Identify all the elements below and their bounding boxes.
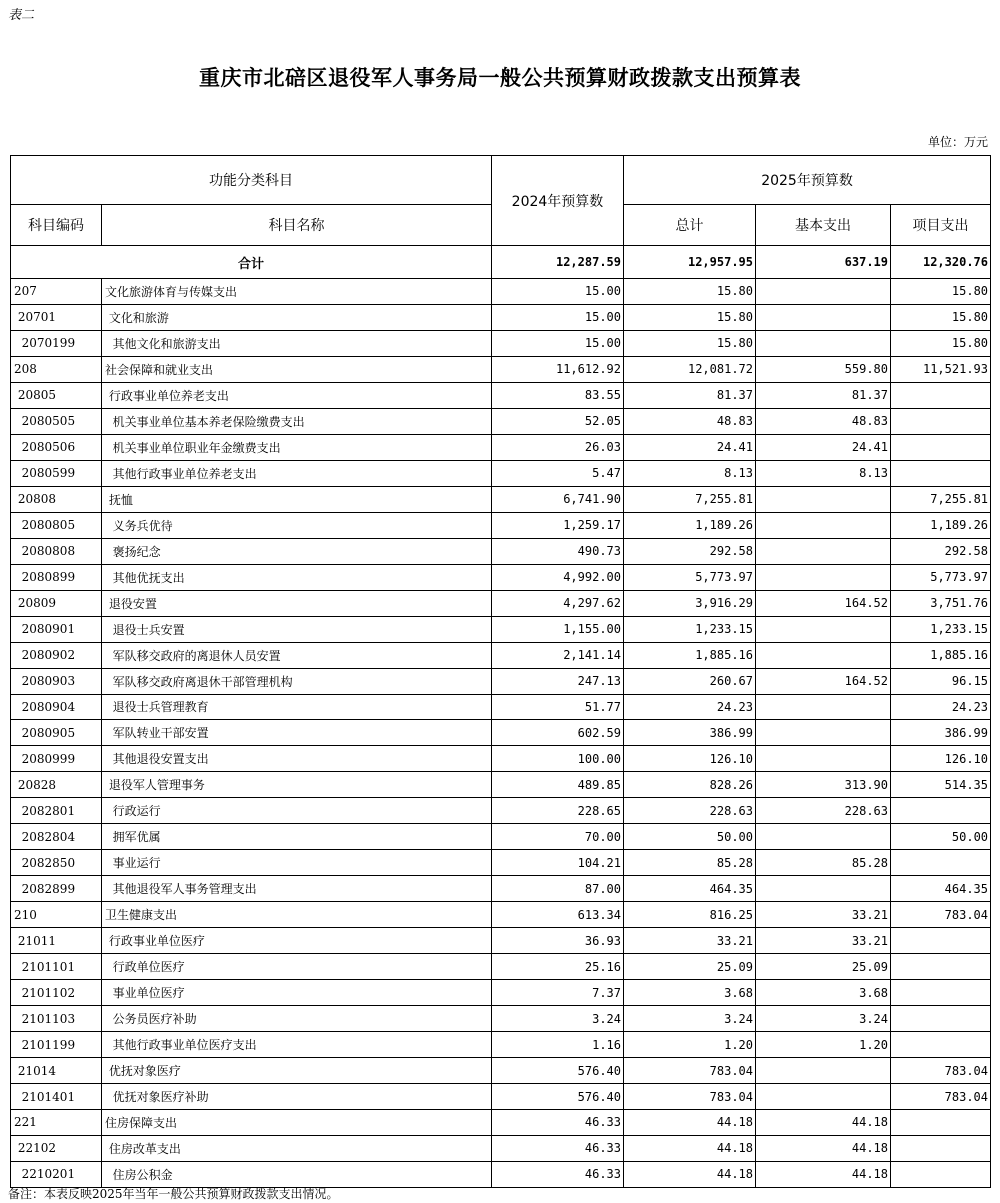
cell-name: 其他文化和旅游支出 [102, 330, 492, 356]
table-row [11, 1135, 991, 1161]
table-row [11, 668, 991, 694]
cell-project: 5,773.97 [891, 564, 991, 590]
cell-budget-2024: 87.00 [492, 876, 624, 902]
cell-code: 2082850 [11, 850, 102, 876]
cell-code: 2080905 [11, 720, 102, 746]
table-row [11, 460, 991, 486]
cell-budget-2024: 26.03 [492, 434, 624, 460]
cell-code: 2101401 [11, 1084, 102, 1110]
cell-budget-2024: 3.24 [492, 1006, 624, 1032]
cell-total: 25.09 [624, 954, 756, 980]
cell-total: 816.25 [624, 902, 756, 928]
cell-project: 783.04 [891, 1084, 991, 1110]
table-row [11, 538, 991, 564]
cell-total: 1,885.16 [624, 642, 756, 668]
cell-name: 住房保障支出 [102, 1110, 492, 1136]
cell-total: 783.04 [624, 1058, 756, 1084]
cell-basic: 33.21 [756, 928, 891, 954]
footer-note: 备注：本表反映2025年当年一般公共预算财政拨款支出情况。 [8, 1187, 339, 1201]
cell-total: 1.20 [624, 1032, 756, 1058]
cell-total: 15.80 [624, 304, 756, 330]
cell-project [891, 1110, 991, 1136]
header-basic: 基本支出 [756, 205, 891, 246]
cell-code: 2082801 [11, 798, 102, 824]
cell-project [891, 382, 991, 408]
cell-project: 1,189.26 [891, 512, 991, 538]
table-row [11, 1084, 991, 1110]
cell-code: 2080599 [11, 460, 102, 486]
cell-project [891, 1135, 991, 1161]
cell-budget-2024: 6,741.90 [492, 486, 624, 512]
cell-basic: 8.13 [756, 460, 891, 486]
cell-name: 行政事业单位养老支出 [102, 382, 492, 408]
cell-basic: 48.83 [756, 408, 891, 434]
cell-total: 7,255.81 [624, 486, 756, 512]
cell-code: 2080506 [11, 434, 102, 460]
cell-project: 464.35 [891, 876, 991, 902]
cell-total: 5,773.97 [624, 564, 756, 590]
cell-name: 抚恤 [102, 486, 492, 512]
cell-basic [756, 824, 891, 850]
cell-basic: 24.41 [756, 434, 891, 460]
cell-project: 783.04 [891, 902, 991, 928]
cell-budget-2024: 15.00 [492, 330, 624, 356]
cell-code: 2080808 [11, 538, 102, 564]
cell-budget-2024: 25.16 [492, 954, 624, 980]
cell-project: 24.23 [891, 694, 991, 720]
cell-project [891, 980, 991, 1006]
cell-name: 其他行政事业单位养老支出 [102, 460, 492, 486]
cell-budget-2024: 46.33 [492, 1110, 624, 1136]
total-row [11, 246, 991, 279]
cell-budget-2024: 490.73 [492, 538, 624, 564]
cell-total: 3.24 [624, 1006, 756, 1032]
cell-total: 783.04 [624, 1084, 756, 1110]
cell-total: 386.99 [624, 720, 756, 746]
table-row [11, 980, 991, 1006]
cell-code: 20809 [11, 590, 102, 616]
cell-basic [756, 746, 891, 772]
cell-code: 2101103 [11, 1006, 102, 1032]
cell-total: 44.18 [624, 1110, 756, 1136]
cell-basic: 3.24 [756, 1006, 891, 1032]
cell-name: 住房改革支出 [102, 1135, 492, 1161]
cell-basic: 164.52 [756, 668, 891, 694]
cell-total: 126.10 [624, 746, 756, 772]
cell-name: 退役士兵管理教育 [102, 694, 492, 720]
cell-budget-2024: 4,992.00 [492, 564, 624, 590]
header-row-1 [11, 156, 991, 205]
cell-code: 2080805 [11, 512, 102, 538]
cell-basic: 25.09 [756, 954, 891, 980]
cell-project [891, 460, 991, 486]
table-row [11, 434, 991, 460]
cell-name: 其他退役安置支出 [102, 746, 492, 772]
cell-total: 1,233.15 [624, 616, 756, 642]
cell-code: 210 [11, 902, 102, 928]
cell-basic [756, 279, 891, 305]
cell-project: 126.10 [891, 746, 991, 772]
cell-name: 退役军人管理事务 [102, 772, 492, 798]
cell-budget-2024: 228.65 [492, 798, 624, 824]
header-code: 科目编码 [11, 205, 102, 246]
cell-budget-2024: 46.33 [492, 1135, 624, 1161]
cell-budget-2024: 247.13 [492, 668, 624, 694]
cell-code: 2101101 [11, 954, 102, 980]
cell-project: 1,233.15 [891, 616, 991, 642]
cell-total: 228.63 [624, 798, 756, 824]
cell-code: 20701 [11, 304, 102, 330]
total-b2024: 12,287.59 [492, 246, 624, 279]
cell-project [891, 408, 991, 434]
table-row [11, 330, 991, 356]
cell-name: 机关事业单位职业年金缴费支出 [102, 434, 492, 460]
cell-name: 军队移交政府离退休干部管理机构 [102, 668, 492, 694]
cell-basic: 33.21 [756, 902, 891, 928]
cell-code: 2101102 [11, 980, 102, 1006]
cell-code: 208 [11, 356, 102, 382]
cell-project: 1,885.16 [891, 642, 991, 668]
cell-project [891, 434, 991, 460]
cell-total: 85.28 [624, 850, 756, 876]
table-row [11, 694, 991, 720]
cell-basic [756, 694, 891, 720]
cell-basic: 44.18 [756, 1135, 891, 1161]
cell-budget-2024: 51.77 [492, 694, 624, 720]
cell-basic: 1.20 [756, 1032, 891, 1058]
table-row [11, 1161, 991, 1187]
cell-name: 退役士兵安置 [102, 616, 492, 642]
cell-name: 行政事业单位医疗 [102, 928, 492, 954]
cell-project: 50.00 [891, 824, 991, 850]
cell-code: 21011 [11, 928, 102, 954]
table-row [11, 590, 991, 616]
cell-code: 2080901 [11, 616, 102, 642]
header-func-category: 功能分类科目 [11, 156, 492, 205]
table-row [11, 720, 991, 746]
cell-total: 3.68 [624, 980, 756, 1006]
table-row [11, 850, 991, 876]
table-row [11, 564, 991, 590]
cell-budget-2024: 104.21 [492, 850, 624, 876]
table-row [11, 512, 991, 538]
cell-basic: 85.28 [756, 850, 891, 876]
cell-name: 卫生健康支出 [102, 902, 492, 928]
total-label: 合计 [11, 246, 492, 279]
cell-project [891, 1006, 991, 1032]
cell-basic: 81.37 [756, 382, 891, 408]
cell-basic [756, 564, 891, 590]
cell-name: 行政运行 [102, 798, 492, 824]
table-row [11, 928, 991, 954]
cell-total: 24.41 [624, 434, 756, 460]
cell-project: 11,521.93 [891, 356, 991, 382]
cell-code: 2080902 [11, 642, 102, 668]
table-row [11, 772, 991, 798]
cell-name: 义务兵优待 [102, 512, 492, 538]
cell-total: 24.23 [624, 694, 756, 720]
cell-name: 公务员医疗补助 [102, 1006, 492, 1032]
cell-total: 12,081.72 [624, 356, 756, 382]
cell-basic [756, 616, 891, 642]
cell-name: 行政单位医疗 [102, 954, 492, 980]
cell-budget-2024: 52.05 [492, 408, 624, 434]
unit-label: 单位：万元 [927, 135, 988, 149]
cell-project: 386.99 [891, 720, 991, 746]
header-project: 项目支出 [891, 205, 991, 246]
cell-project [891, 1161, 991, 1187]
cell-code: 20828 [11, 772, 102, 798]
cell-total: 8.13 [624, 460, 756, 486]
table-row [11, 408, 991, 434]
cell-name: 文化和旅游 [102, 304, 492, 330]
cell-basic [756, 304, 891, 330]
cell-code: 2210201 [11, 1161, 102, 1187]
cell-project: 514.35 [891, 772, 991, 798]
cell-total: 81.37 [624, 382, 756, 408]
cell-budget-2024: 100.00 [492, 746, 624, 772]
cell-budget-2024: 83.55 [492, 382, 624, 408]
header-budget-2024: 2024年预算数 [492, 156, 624, 246]
cell-basic [756, 1084, 891, 1110]
cell-name: 优抚对象医疗 [102, 1058, 492, 1084]
cell-budget-2024: 489.85 [492, 772, 624, 798]
cell-total: 44.18 [624, 1135, 756, 1161]
header-total: 总计 [624, 205, 756, 246]
total-total: 12,957.95 [624, 246, 756, 279]
cell-budget-2024: 7.37 [492, 980, 624, 1006]
cell-name: 其他优抚支出 [102, 564, 492, 590]
cell-code: 2101199 [11, 1032, 102, 1058]
table-row [11, 616, 991, 642]
cell-basic [756, 538, 891, 564]
cell-code: 221 [11, 1110, 102, 1136]
table-row [11, 1006, 991, 1032]
cell-name: 其他退役军人事务管理支出 [102, 876, 492, 902]
cell-name: 文化旅游体育与传媒支出 [102, 279, 492, 305]
cell-name: 其他行政事业单位医疗支出 [102, 1032, 492, 1058]
table-row [11, 876, 991, 902]
cell-name: 社会保障和就业支出 [102, 356, 492, 382]
cell-project: 783.04 [891, 1058, 991, 1084]
table-row [11, 954, 991, 980]
cell-code: 2080904 [11, 694, 102, 720]
table-row [11, 642, 991, 668]
cell-name: 事业运行 [102, 850, 492, 876]
table-row [11, 798, 991, 824]
cell-code: 2070199 [11, 330, 102, 356]
budget-table [10, 155, 991, 1188]
total-basic: 637.19 [756, 246, 891, 279]
cell-total: 292.58 [624, 538, 756, 564]
table-row [11, 486, 991, 512]
cell-budget-2024: 1,259.17 [492, 512, 624, 538]
cell-code: 21014 [11, 1058, 102, 1084]
total-project: 12,320.76 [891, 246, 991, 279]
cell-code: 20808 [11, 486, 102, 512]
table-row [11, 902, 991, 928]
cell-basic [756, 876, 891, 902]
cell-budget-2024: 613.34 [492, 902, 624, 928]
header-budget-2025: 2025年预算数 [624, 156, 991, 205]
cell-name: 军队移交政府的离退休人员安置 [102, 642, 492, 668]
cell-name: 事业单位医疗 [102, 980, 492, 1006]
cell-name: 机关事业单位基本养老保险缴费支出 [102, 408, 492, 434]
cell-project: 3,751.76 [891, 590, 991, 616]
cell-project: 7,255.81 [891, 486, 991, 512]
cell-code: 2082899 [11, 876, 102, 902]
cell-name: 退役安置 [102, 590, 492, 616]
cell-budget-2024: 5.47 [492, 460, 624, 486]
cell-budget-2024: 576.40 [492, 1058, 624, 1084]
cell-basic [756, 642, 891, 668]
cell-basic: 559.80 [756, 356, 891, 382]
table-tag: 表二 [8, 8, 35, 23]
cell-project [891, 850, 991, 876]
cell-budget-2024: 11,612.92 [492, 356, 624, 382]
page-title: 重庆市北碚区退役军人事务局一般公共预算财政拨款支出预算表 [199, 65, 801, 90]
cell-basic [756, 1058, 891, 1084]
cell-total: 15.80 [624, 279, 756, 305]
table-row [11, 1032, 991, 1058]
cell-total: 260.67 [624, 668, 756, 694]
cell-budget-2024: 2,141.14 [492, 642, 624, 668]
cell-budget-2024: 576.40 [492, 1084, 624, 1110]
table-row [11, 382, 991, 408]
cell-code: 2080899 [11, 564, 102, 590]
cell-basic: 3.68 [756, 980, 891, 1006]
cell-basic [756, 486, 891, 512]
cell-project: 96.15 [891, 668, 991, 694]
table-row [11, 304, 991, 330]
cell-total: 48.83 [624, 408, 756, 434]
cell-budget-2024: 46.33 [492, 1161, 624, 1187]
cell-name: 褒扬纪念 [102, 538, 492, 564]
cell-total: 33.21 [624, 928, 756, 954]
cell-total: 15.80 [624, 330, 756, 356]
cell-name: 军队转业干部安置 [102, 720, 492, 746]
cell-total: 44.18 [624, 1161, 756, 1187]
cell-name: 住房公积金 [102, 1161, 492, 1187]
cell-budget-2024: 1,155.00 [492, 616, 624, 642]
cell-budget-2024: 15.00 [492, 304, 624, 330]
cell-name: 拥军优属 [102, 824, 492, 850]
cell-code: 2080505 [11, 408, 102, 434]
table-row [11, 1058, 991, 1084]
cell-project: 292.58 [891, 538, 991, 564]
cell-budget-2024: 602.59 [492, 720, 624, 746]
cell-total: 828.26 [624, 772, 756, 798]
cell-name: 优抚对象医疗补助 [102, 1084, 492, 1110]
table-row [11, 356, 991, 382]
cell-code: 2082804 [11, 824, 102, 850]
cell-basic: 44.18 [756, 1161, 891, 1187]
cell-code: 207 [11, 279, 102, 305]
cell-code: 22102 [11, 1135, 102, 1161]
cell-project: 15.80 [891, 304, 991, 330]
table-row [11, 279, 991, 305]
cell-budget-2024: 1.16 [492, 1032, 624, 1058]
cell-basic: 313.90 [756, 772, 891, 798]
cell-basic [756, 330, 891, 356]
cell-budget-2024: 36.93 [492, 928, 624, 954]
header-name: 科目名称 [102, 205, 492, 246]
cell-basic: 44.18 [756, 1110, 891, 1136]
cell-budget-2024: 15.00 [492, 279, 624, 305]
cell-basic [756, 512, 891, 538]
cell-basic [756, 720, 891, 746]
cell-project: 15.80 [891, 279, 991, 305]
cell-basic: 164.52 [756, 590, 891, 616]
cell-basic: 228.63 [756, 798, 891, 824]
cell-budget-2024: 70.00 [492, 824, 624, 850]
cell-total: 1,189.26 [624, 512, 756, 538]
cell-project [891, 798, 991, 824]
cell-project [891, 954, 991, 980]
table-row [11, 824, 991, 850]
table-row [11, 746, 991, 772]
cell-total: 464.35 [624, 876, 756, 902]
cell-project: 15.80 [891, 330, 991, 356]
cell-total: 50.00 [624, 824, 756, 850]
cell-project [891, 1032, 991, 1058]
cell-total: 3,916.29 [624, 590, 756, 616]
table-row [11, 1110, 991, 1136]
cell-budget-2024: 4,297.62 [492, 590, 624, 616]
cell-code: 2080903 [11, 668, 102, 694]
cell-project [891, 928, 991, 954]
cell-code: 2080999 [11, 746, 102, 772]
cell-code: 20805 [11, 382, 102, 408]
